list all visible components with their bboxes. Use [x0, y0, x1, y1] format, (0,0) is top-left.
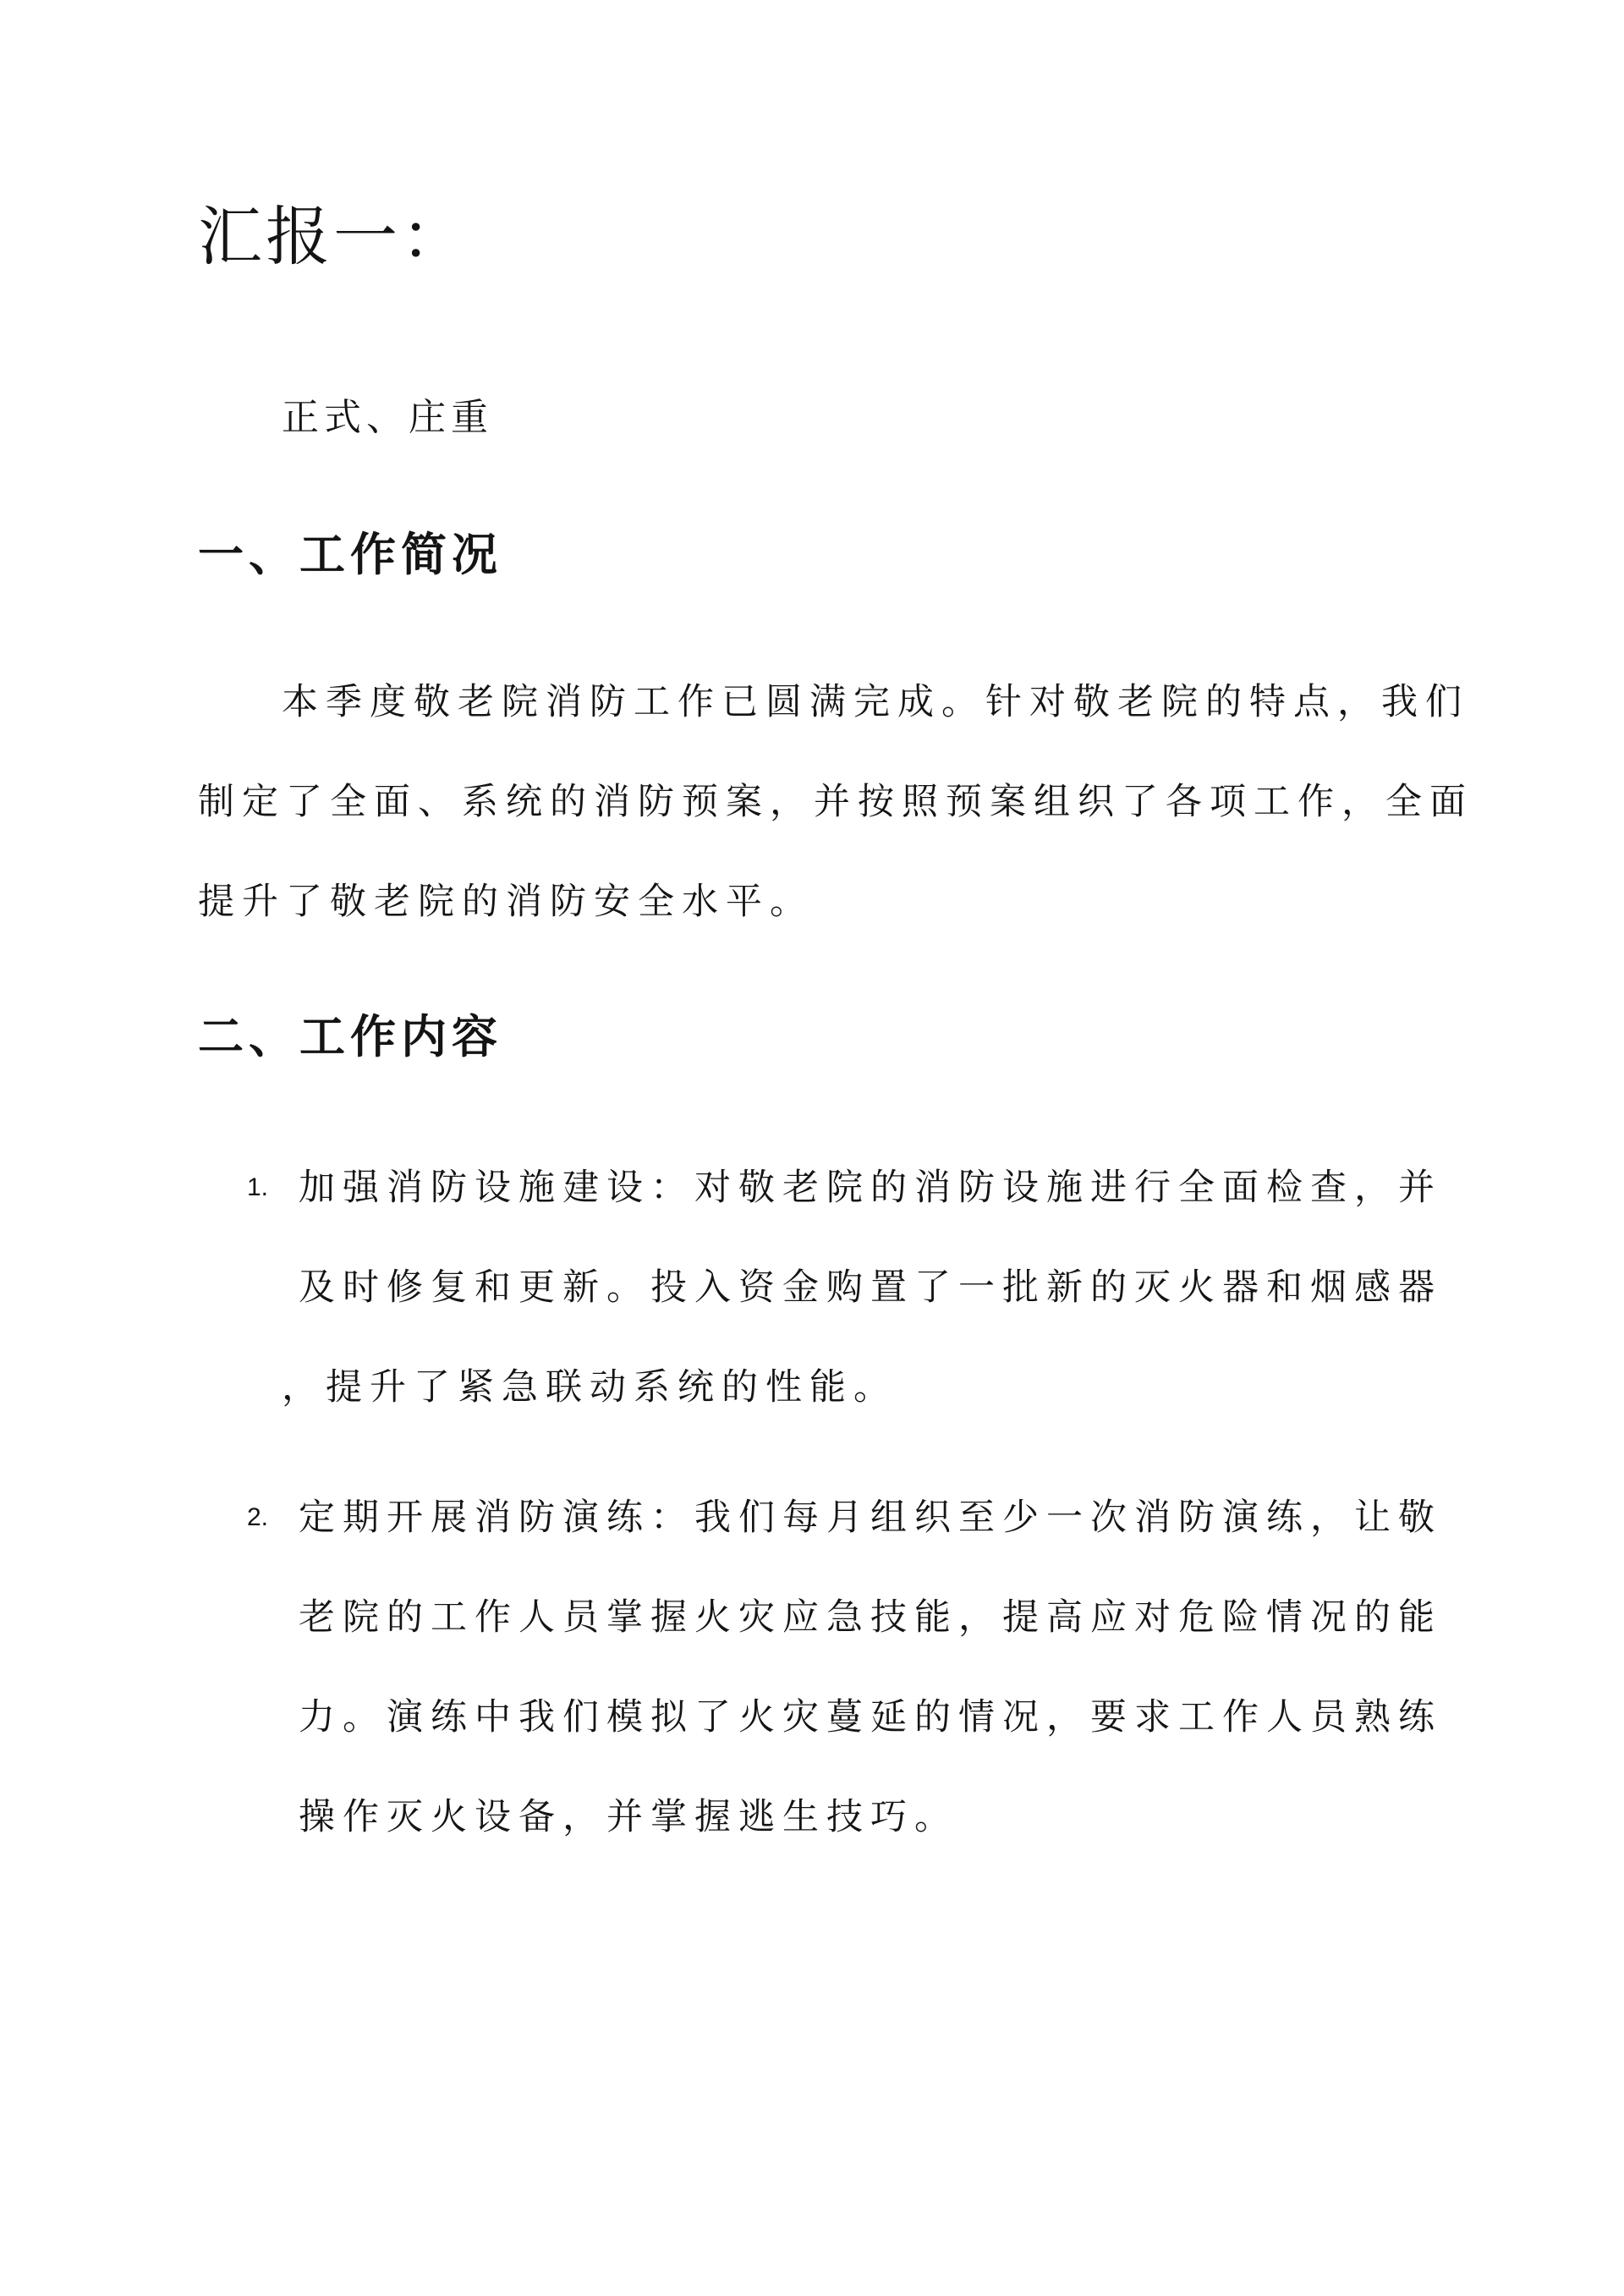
list-item-line: ，提升了紧急联动系统的性能。 — [282, 1366, 897, 1409]
overview-paragraph-line: 提升了敬老院的消防安全水平。 — [198, 881, 814, 923]
document-title: 汇报一： — [198, 199, 469, 274]
list-item-line: 定期开展消防演练：我们每月组织至少一次消防演练，让敬 — [299, 1497, 1442, 1539]
section-heading-overview: 一、工作简况 — [198, 528, 502, 581]
overview-paragraph-line: 制定了全面、系统的消防预案，并按照预案组织了各项工作，全面 — [198, 781, 1473, 823]
list-item-line: 力。演练中我们模拟了火灾蔓延的情况，要求工作人员熟练 — [299, 1696, 1442, 1738]
overview-paragraph-line: 本季度敬老院消防工作已圆满完成。针对敬老院的特点，我们 — [282, 681, 1469, 723]
list-item-line: 及时修复和更新。投入资金购置了一批新的灭火器和烟感器 — [299, 1266, 1442, 1309]
list-item-number: 2. — [247, 1503, 269, 1531]
list-item-line: 操作灭火设备，并掌握逃生技巧。 — [299, 1796, 958, 1838]
section-heading-work-content: 二、工作内容 — [198, 1010, 502, 1063]
document-subtitle: 正式、庄重 — [282, 396, 493, 439]
list-item-line: 加强消防设施建设：对敬老院的消防设施进行全面检查，并 — [299, 1167, 1442, 1209]
list-item-line: 老院的工作人员掌握火灾应急技能，提高应对危险情况的能 — [299, 1596, 1442, 1639]
list-item-number: 1. — [247, 1173, 269, 1201]
